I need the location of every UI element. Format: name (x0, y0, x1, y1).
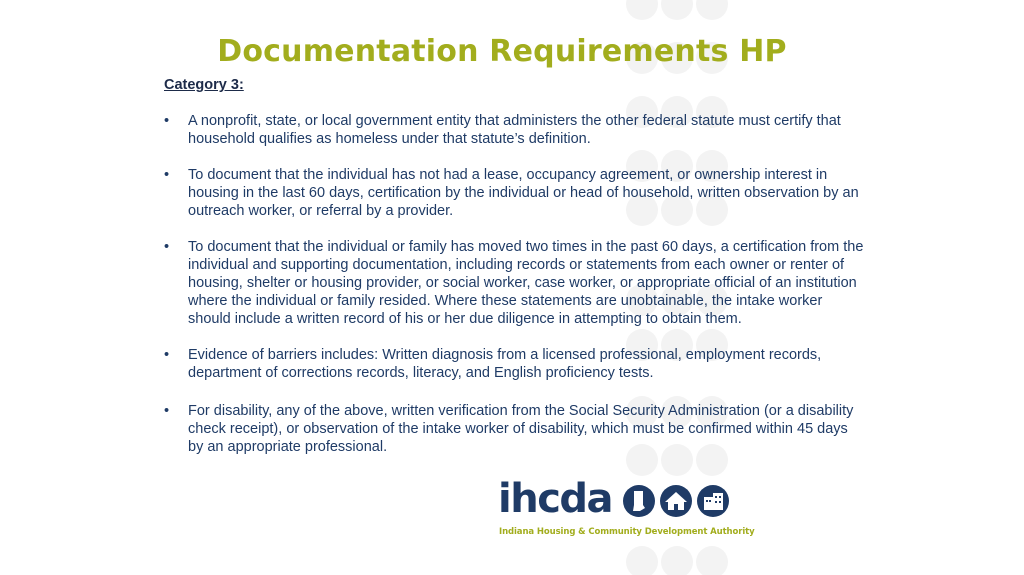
bullet-marker: • (164, 239, 170, 255)
bullet-text: To document that the individual or family has moved two times in the past 60 days, a certification from the individual and supporting documentation, including records or statements from each owner or renter of housing, shelter or housing provider, or social worker, case worker, or appropriate official of an institution where the individual or family resided. Where these statements are unobtainable, the intake worker should include a written record of his or her due diligence in attempting to obtain them. (188, 239, 864, 327)
slide-title: Documentation Requirements HP (217, 34, 787, 69)
ihcda-logo (498, 476, 755, 542)
logo-tagline: Indiana Housing & Community Development Authority (499, 527, 755, 537)
bullet-item (164, 112, 864, 148)
bullet-text: A nonprofit, state, or local government entity that administers the other federal statute must certify that household qualifies as homeless under that statute’s definition. (188, 113, 841, 147)
bullet-item (164, 166, 864, 220)
bullet-item (164, 238, 864, 328)
bullet-marker: • (164, 347, 170, 363)
house-icon (660, 485, 692, 517)
bullet-marker: • (164, 167, 170, 183)
logo-wordmark: ihcda (498, 476, 613, 522)
building-icon (697, 485, 729, 517)
indiana-state-icon (623, 485, 655, 517)
bullet-text: For disability, any of the above, written verification from the Social Security Administration (or a disability check receipt), or observation of the intake worker of disability, which must be confirmed within 45 days by an appropriate professional. (188, 403, 854, 455)
bullet-item (164, 346, 864, 382)
bullet-text: To document that the individual has not had a lease, occupancy agreement, or ownership interest in housing in the last 60 days, certification by the individual or head of household, written observation by an outreach worker, or referral by a provider. (188, 167, 859, 219)
bullet-marker: • (164, 113, 170, 129)
bullet-list (164, 112, 864, 456)
bullet-marker: • (164, 403, 170, 419)
logo-icons (622, 484, 732, 518)
category-heading: Category 3: (164, 77, 244, 93)
bullet-text: Evidence of barriers includes: Written diagnosis from a licensed professional, employment records, department of corrections records, literacy, and English proficiency tests. (188, 347, 822, 381)
bullet-item (164, 402, 864, 456)
